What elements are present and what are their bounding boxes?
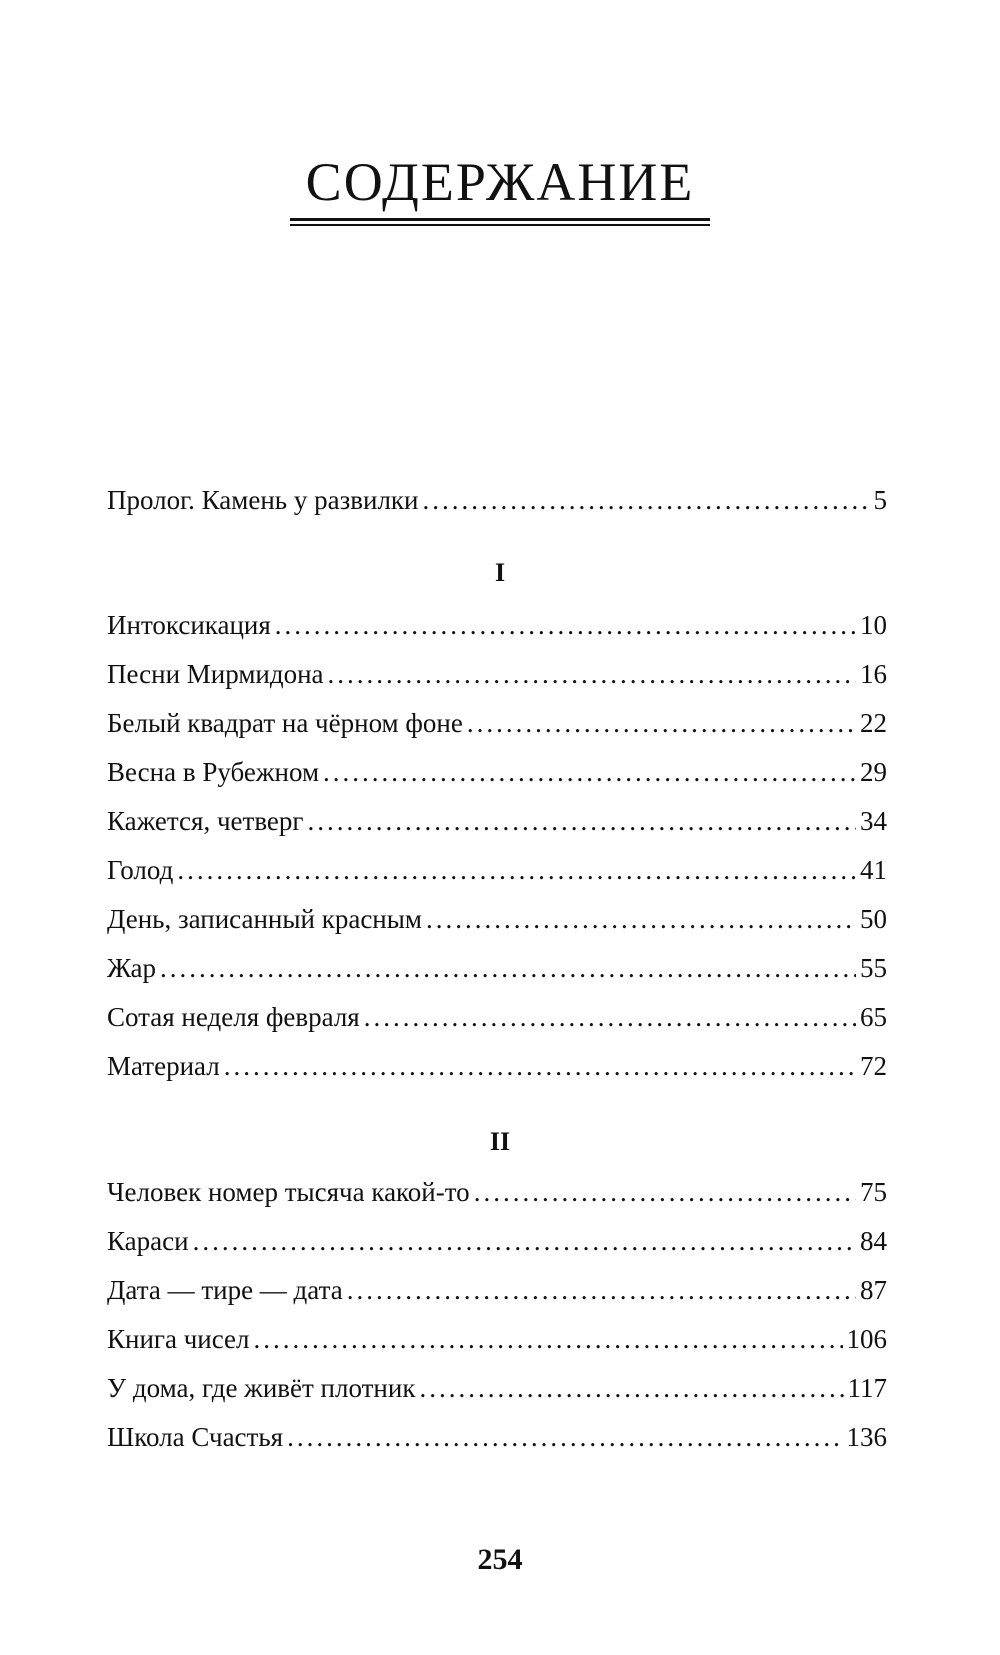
toc-entry-title: Школа Счастья	[107, 1422, 284, 1452]
toc-entry-page: 29	[860, 757, 887, 787]
toc-entry[interactable]	[107, 997, 887, 1037]
toc-leader-dots	[275, 605, 856, 645]
toc-entry-page: 41	[860, 855, 887, 885]
toc-entry-page: 75	[860, 1177, 887, 1207]
toc-entry[interactable]	[107, 1046, 887, 1086]
title-underline-thin	[290, 224, 710, 226]
toc-entry[interactable]	[107, 1417, 887, 1457]
toc-entry-page: 10	[860, 610, 887, 640]
toc-entry-page: 87	[860, 1275, 887, 1305]
toc-leader-dots	[347, 1270, 856, 1310]
section-heading-ii: II	[489, 1127, 511, 1156]
toc-leader-dots	[419, 1368, 843, 1408]
toc-leader-dots	[193, 1221, 856, 1261]
toc-leader-dots	[177, 850, 856, 890]
toc-entry-page: 5	[873, 485, 887, 515]
toc-entry[interactable]	[107, 605, 887, 645]
toc-entry-page: 106	[846, 1324, 887, 1354]
toc-entry-page: 16	[860, 659, 887, 689]
toc-entry-title: У дома, где живёт плотник	[107, 1373, 416, 1403]
toc-entry[interactable]	[107, 801, 887, 841]
toc-entry-title: Сотая неделя февраля	[107, 1002, 360, 1032]
toc-entry-page: 117	[847, 1373, 887, 1403]
toc-leader-dots	[364, 997, 856, 1037]
page-number: 254	[477, 1543, 523, 1576]
toc-leader-dots	[254, 1319, 843, 1359]
toc-leader-dots	[287, 1417, 842, 1457]
toc-entry-title: Жар	[107, 953, 157, 983]
page-title: СОДЕРЖАНИЕ	[305, 152, 695, 212]
toc-entry-page: 136	[846, 1422, 887, 1452]
toc-entry[interactable]	[107, 1172, 887, 1212]
toc-entry-title: День, записанный красным	[107, 904, 422, 934]
toc-leader-dots	[426, 899, 856, 939]
toc-entry-page: 65	[860, 1002, 887, 1032]
toc-leader-dots	[467, 703, 856, 743]
toc-entry-title: Дата — тире — дата	[107, 1275, 343, 1305]
toc-entry-title: Книга чисел	[107, 1324, 250, 1354]
toc-entry[interactable]	[107, 752, 887, 792]
toc-entry-title: Материал	[107, 1051, 220, 1081]
toc-entry-title: Кажется, четверг	[107, 806, 304, 836]
title-underline	[290, 218, 710, 221]
toc-leader-dots	[307, 801, 856, 841]
toc-leader-dots	[160, 948, 856, 988]
toc-leader-dots	[474, 1172, 856, 1212]
toc-entry-page: 50	[860, 904, 887, 934]
toc-leader-dots	[328, 654, 856, 694]
toc-entry[interactable]	[107, 850, 887, 890]
toc-entry[interactable]	[107, 703, 887, 743]
toc-entry-prologue[interactable]	[107, 480, 887, 520]
toc-entry-title: Человек номер тысяча какой-то	[107, 1177, 470, 1207]
toc-leader-dots	[423, 480, 870, 520]
toc-entry-title: Песни Мирмидона	[107, 659, 324, 689]
toc-leader-dots	[224, 1046, 856, 1086]
toc-entry-title: Весна в Рубежном	[107, 757, 320, 787]
toc-entry[interactable]	[107, 654, 887, 694]
toc-entry[interactable]	[107, 1368, 887, 1408]
toc-entry-title: Голод	[107, 855, 174, 885]
toc-entry[interactable]	[107, 1221, 887, 1261]
toc-entry-page: 34	[860, 806, 887, 836]
toc-entry-title: Белый квадрат на чёрном фоне	[107, 708, 463, 738]
toc-entry[interactable]	[107, 899, 887, 939]
toc-entry-page: 55	[860, 953, 887, 983]
toc-leader-dots	[323, 752, 856, 792]
toc-entry-title: Караси	[107, 1226, 189, 1256]
toc-entry[interactable]	[107, 1319, 887, 1359]
toc-entry-page: 72	[860, 1051, 887, 1081]
toc-entry-title: Интоксикация	[107, 610, 271, 640]
title-block	[0, 150, 1000, 214]
toc-entry-page: 84	[860, 1226, 887, 1256]
section-heading-i: I	[494, 558, 506, 587]
toc-entry-title: Пролог. Камень у развилки	[107, 485, 419, 515]
toc-entry[interactable]	[107, 948, 887, 988]
toc-entry-page: 22	[860, 708, 887, 738]
toc-entry[interactable]	[107, 1270, 887, 1310]
